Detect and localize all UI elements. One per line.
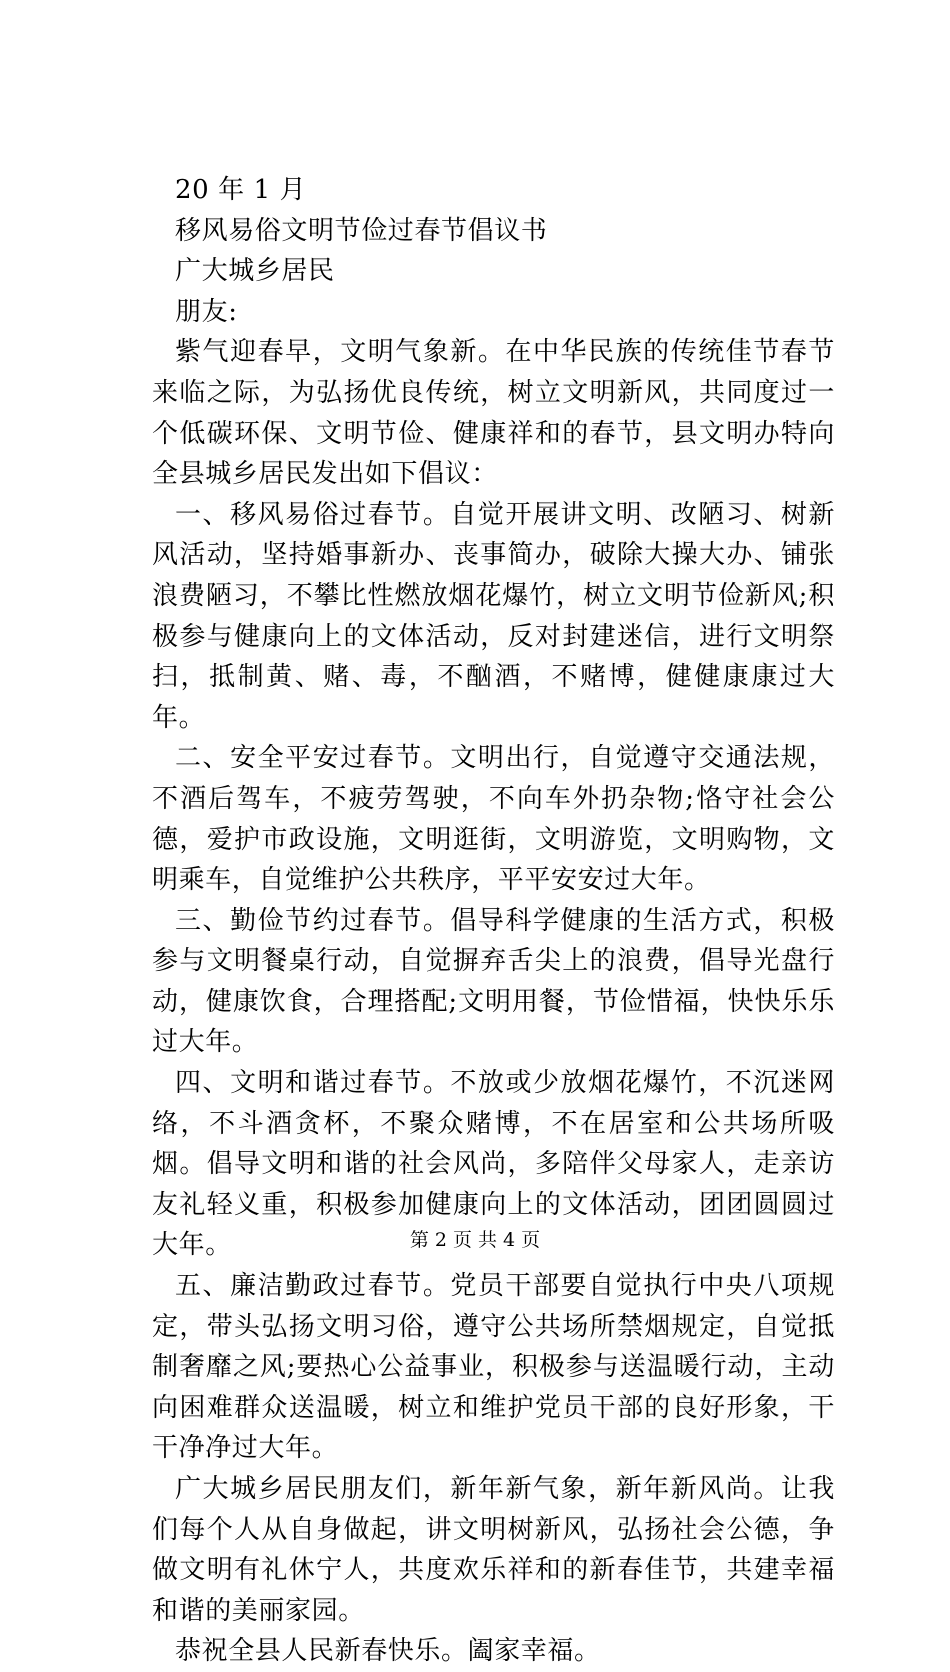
document-title: 移风易俗文明节俭过春节倡议书 [175, 215, 548, 246]
paragraphs [152, 332, 835, 1672]
paragraph-item-5: 五、廉洁勤政过春节。党员干部要自觉执行中央八项规定，带头弘扬文明习俗，遵守公共场所禁烟规定，自觉抵制奢靡之风;要热心公益事业，积极参与送温暖行动，主动向困难群众送温暖，树立和维护党员干部的良好形象，干干净净过大年。 [152, 1271, 835, 1464]
date-line: 20 年 1 月 [175, 175, 307, 205]
addressee-line: 广大城乡居民 [175, 256, 335, 287]
page-footer: 第 2 页 共 4 页 [409, 1229, 541, 1251]
paragraph-item-1: 一、移风易俗过春节。自觉开展讲文明、改陋习、树新风活动，坚持婚事新办、丧事简办，破除大操大办、铺张浪费陋习，不攀比性燃放烟花爆竹，树立文明节俭新风;积极参与健康向上的文体活动，反对封建迷信，进行文明祭扫，抵制黄、赌、毒，不酗酒，不赌博，健健康康过大年。 [152, 499, 835, 733]
paragraph-wishes: 恭祝全县人民新春快乐。阖家幸福。 [175, 1636, 601, 1667]
paragraph-closing: 广大城乡居民朋友们，新年新气象，新年新风尚。让我们每个人从自身做起，讲文明树新风，弘扬社会公德，争做文明有礼休宁人，共度欢乐祥和的新春佳节，共建幸福和谐的美丽家园。 [152, 1474, 835, 1626]
paragraph-item-2: 二、安全平安过春节。文明出行，自觉遵守交通法规，不酒后驾车，不疲劳驾驶，不向车外扔杂物;恪守社会公德，爱护市政设施，文明逛街，文明游览，文明购物，文明乘车，自觉维护公共秩序，平平安安过大年。 [152, 743, 835, 896]
document-body [152, 170, 835, 1672]
greeting-line: 朋友: [175, 296, 238, 327]
paragraph-item-4: 四、文明和谐过春节。不放或少放烟花爆竹，不沉迷网络，不斗酒贪杯，不聚众赌博，不在居室和公共场所吸烟。倡导文明和谐的社会风尚，多陪伴父母家人，走亲访友礼轻义重，积极参加健康向上的文体活动，团团圆圆过大年。 [152, 1068, 835, 1261]
paragraph-intro: 紫气迎春早，文明气象新。在中华民族的传统佳节春节来临之际，为弘扬优良传统，树立文明新风，共同度过一个低碳环保、文明节俭、健康祥和的春节，县文明办特向全县城乡居民发出如下倡议： [152, 337, 835, 490]
paragraph-item-3: 三、勤俭节约过春节。倡导科学健康的生活方式，积极参与文明餐桌行动，自觉摒弃舌尖上的浪费，倡导光盘行动，健康饮食，合理搭配;文明用餐，节俭惜福，快快乐乐过大年。 [152, 905, 835, 1058]
